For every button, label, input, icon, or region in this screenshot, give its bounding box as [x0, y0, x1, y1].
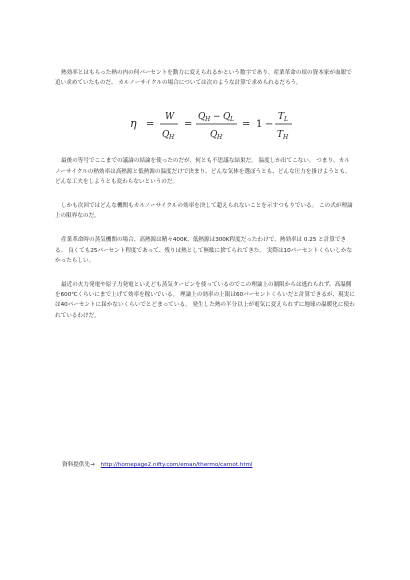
paragraph-modern-power: 最近の火力発電や原子力発電といえども蒸気タービンを使っているのでこの理論上の制限からは逃れられず、高温側を600℃くらいにまで上げて効率を稼いでいる。 理論上の効率の上限は60パーセントくらいだと計算できるが、現実には40パーセントに届かないくらいでとどまっている。 発生した熱の半分以上が電気に変えられずに地球の温暖化に使われているわけだ。: [55, 282, 355, 319]
formula-minus-2: −: [265, 119, 274, 131]
formula-equals-2: =: [184, 119, 193, 131]
paragraph-steam-engine: 産業革命時の蒸気機関の場合、高熱源は精々400K、低熱源は300K程度だったわけで、熱効率は 0.25 と計算できる。 良くても25パーセント程度であって、残りは熱として無駄に捨てられてきた。 実際は10パーセントくらいしかなかったらしい。: [55, 237, 353, 264]
formula-svg: [110, 102, 300, 144]
formula-th-sub: H: [283, 134, 289, 142]
efficiency-formula: [55, 102, 355, 144]
formula-qh-denominator-2-sub: H: [217, 134, 223, 142]
paragraph-temperature-only: 最後の等号でここまでの議論の結論を使ったのだが、何とも不思議な結果だ。 温度しか出てこない。 つまり、カルノーサイクルの熱効率は高熱源と低熱源の温度だけで決まり、どんな気体を選ぼうとも、どんな圧力を掛けようとも、どんな工夫をしようとも変わらないというのだ。: [55, 158, 351, 185]
formula-tl-sub: L: [284, 116, 288, 124]
formula-ql-numerator-sub: L: [230, 116, 234, 124]
formula-qh-denominator-2: Q: [210, 130, 218, 141]
source-line: [62, 461, 253, 469]
formula-eta: η: [130, 117, 137, 131]
paragraph-intro: 熱効率とはもらった熱の内の何パーセントを動力に変えられるかという数字であり、産業革命の頃の資本家が血眼で追い求めていたものだ。 カルノーサイクルの場合については次のような計算で求められるだろう。: [55, 70, 352, 87]
source-link[interactable]: http://homepage2.nifty.com/eman/thermo/carnot.html: [100, 462, 253, 468]
formula-qh-denominator: Q: [162, 130, 170, 141]
formula-tl: T: [278, 112, 285, 123]
formula-equals-1: =: [146, 119, 155, 131]
formula-ql-numerator: Q: [223, 112, 231, 123]
formula-qh-denominator-sub: H: [169, 134, 175, 142]
article-body: [55, 68, 355, 335]
formula-equals-3: =: [242, 119, 251, 131]
formula-th: T: [277, 130, 284, 141]
formula-qh-numerator-sub: H: [205, 116, 211, 124]
paragraph-theoretical-limit: しかも次回ではどんな機関もカルノーサイクルの効率を決して超えられないことを示すつもりでいる。 この式が理論上の限界なのだ。: [55, 203, 353, 220]
formula-work: W: [165, 112, 175, 123]
formula-qh-numerator: Q: [198, 112, 206, 123]
source-label: 資料提供先→: [62, 462, 95, 468]
formula-one: 1: [256, 119, 263, 131]
formula-minus-1: −: [213, 112, 221, 123]
